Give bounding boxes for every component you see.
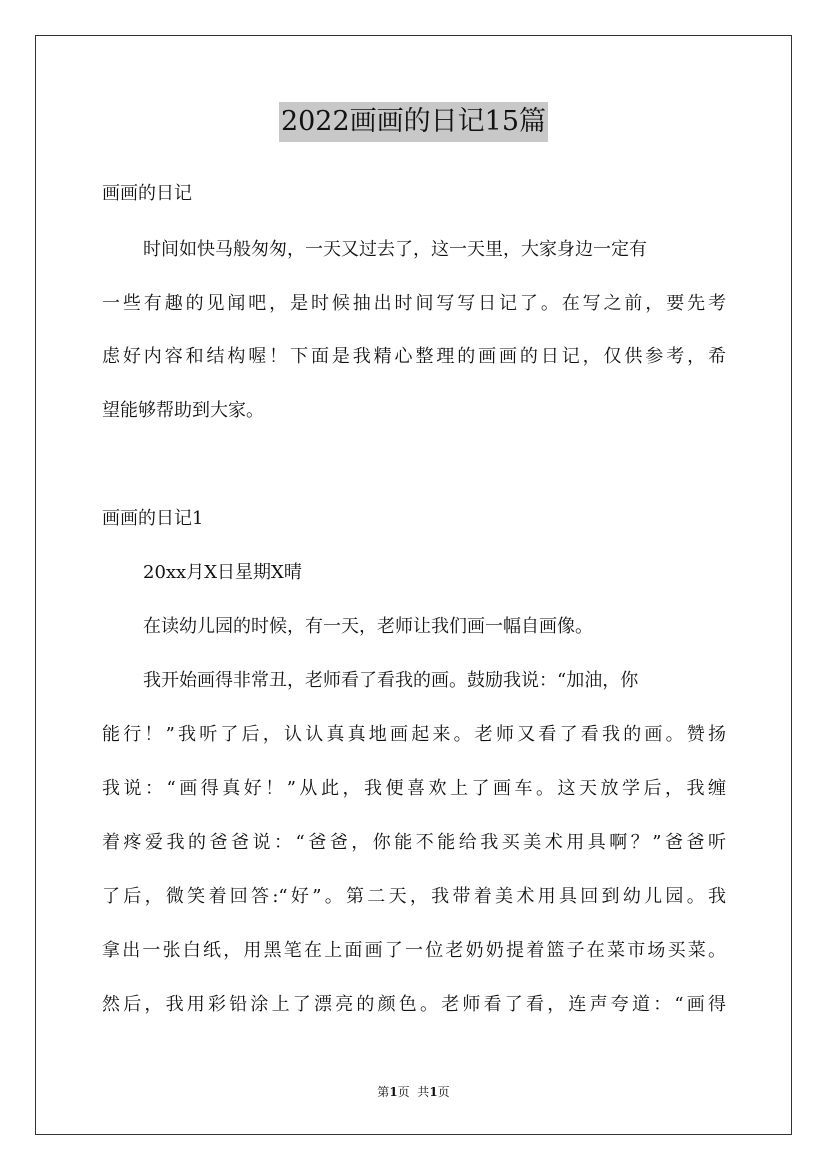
page-footer	[0, 1084, 827, 1100]
section1-para2-line-6: 拿出一张白纸，用黑笔在上面画了一位老奶奶提着篮子在菜市场买菜。	[102, 940, 726, 961]
footer-page-prefix: 第	[377, 1085, 390, 1099]
intro-line-3: 虑好内容和结构喔！下面是我精心整理的画画的日记，仅供参考，希	[102, 346, 726, 367]
document-title: 2022画画的日记15篇	[279, 102, 548, 142]
title-container	[0, 102, 827, 142]
section1-para2-line-7: 然后，我用彩铅涂上了漂亮的颜色。老师看了看，连声夸道：“画得	[102, 994, 726, 1015]
footer-page-mid: 页 共	[397, 1085, 430, 1099]
section1-heading: 画画的日记1	[102, 508, 204, 529]
intro-line-1: 时间如快马般匆匆，一天又过去了，这一天里，大家身边一定有	[143, 239, 647, 260]
section1-date-line: 20xx月X日星期X晴	[143, 562, 302, 583]
section1-para2-line-1: 我开始画得非常丑，老师看了看我的画。鼓励我说：“加油，你	[143, 670, 639, 691]
section1-para2-line-2: 能行！”我听了后，认认真真地画起来。老师又看了看我的画。赞扬	[102, 724, 726, 745]
intro-line-2: 一些有趣的见闻吧，是时候抽出时间写写日记了。在写之前，要先考	[102, 293, 726, 314]
footer-page-total: 1	[429, 1085, 438, 1099]
section1-para1: 在读幼儿园的时候，有一天，老师让我们画一幅自画像。	[143, 616, 593, 637]
section1-para2-line-4: 着疼爱我的爸爸说：“爸爸，你能不能给我买美术用具啊？”爸爸听	[102, 832, 726, 853]
footer-page-current: 1	[389, 1085, 398, 1099]
section1-para2-line-5: 了后，微笑着回答:“好”。第二天，我带着美术用具回到幼儿园。我	[102, 886, 726, 907]
intro-heading: 画画的日记	[102, 183, 192, 204]
footer-page-suffix: 页	[437, 1085, 450, 1099]
intro-line-4: 望能够帮助到大家。	[102, 400, 264, 421]
section1-para2-line-3: 我说：“画得真好！”从此，我便喜欢上了画车。这天放学后，我缠	[102, 778, 726, 799]
